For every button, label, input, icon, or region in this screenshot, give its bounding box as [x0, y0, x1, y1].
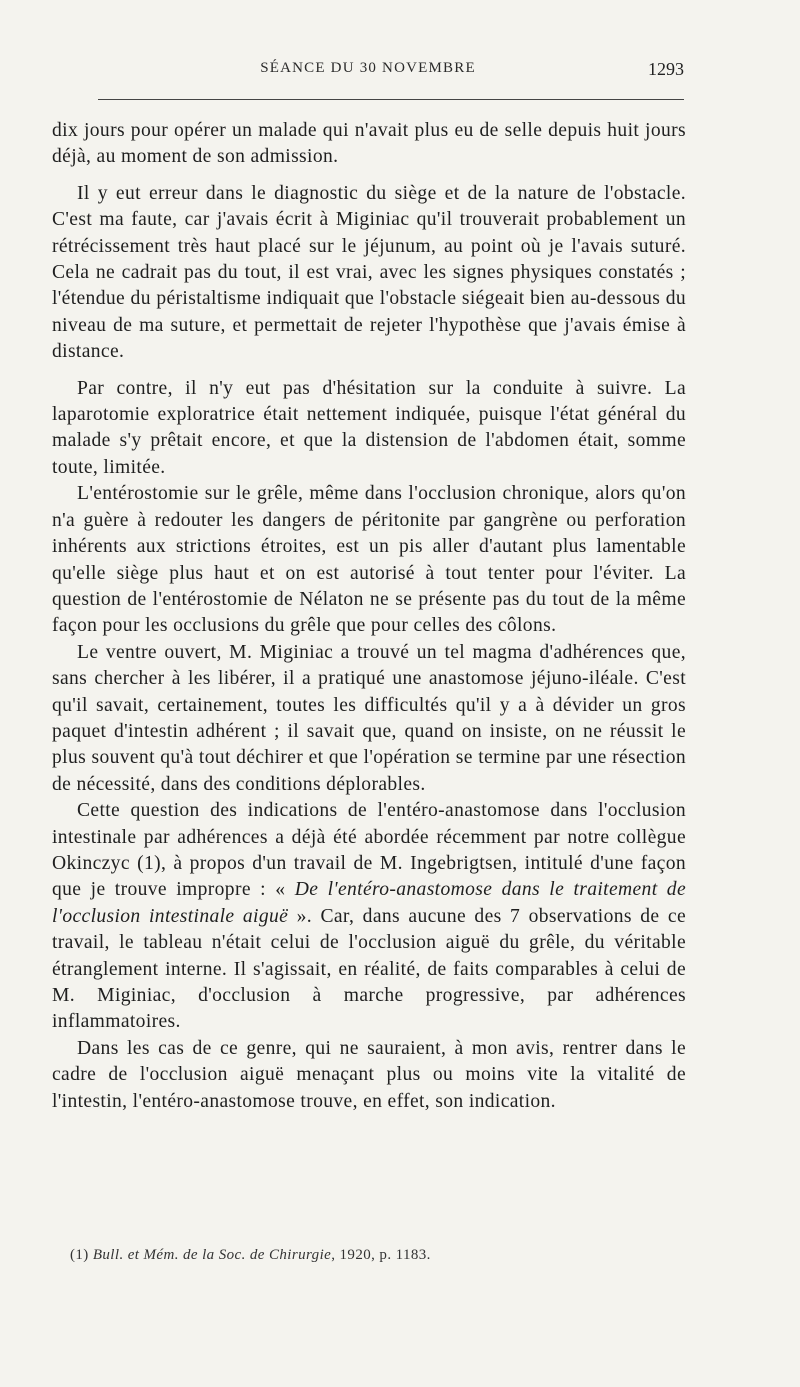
running-title: SÉANCE DU 30 NOVEMBRE — [260, 60, 476, 76]
header-rule — [98, 99, 684, 100]
paragraph-7: Dans les cas de ce genre, qui ne sauraient, à mon avis, rentrer dans le cadre de l'occlusion aiguë menaçant plus ou moins vite la vitalité de l'intestin, l'entéro-anastomose trouve, en effet, son indication. — [52, 1037, 686, 1112]
paragraph-6-continuation: ». Car, dans aucune des 7 observations de ce travail, le tableau n'était celui de l'occlusion aiguë du grêle, du véritable étranglement interne. Il s'agissait, en réalité, de faits comparables à celui de M. Miginiac, d'occlusion à marche progressive, par adhérences inflammatoires. — [52, 905, 686, 1033]
paragraph-3: Par contre, il n'y eut pas d'hésitation sur la conduite à suivre. La laparotomie exploratrice était nettement indiquée, puisque l'état général du malade s'y prêtait encore, et que la distension de l'abdomen était, somme toute, limitée. — [52, 377, 686, 478]
footnote — [70, 1247, 690, 1264]
body-text — [52, 118, 686, 1115]
quote-open: « — [275, 879, 295, 901]
cited-title: De l'entéro-anastomose dans le traitement de l'occlusion intestinale aiguë — [52, 879, 686, 927]
paragraph-6 — [52, 798, 686, 1036]
paragraph-1: dix jours pour opérer un malade qui n'avait plus eu de selle depuis huit jours déjà, au moment de son admission. — [52, 120, 686, 168]
running-head — [52, 60, 684, 84]
paragraph-2: Il y eut erreur dans le diagnostic du siège et de la nature de l'obstacle. C'est ma faute, car j'avais écrit à Miginiac qu'il trouverait probablement un rétrécissement très haut placé sur le jéjunum, au point où je l'avais suturé. Cela ne cadrait pas du tout, il est vrai, avec les signes physiques constatés ; l'étendue du péristaltisme indiquait que l'obstacle siégeait bien au-dessous du niveau de ma suture, et permettait de rejeter l'hypothèse que j'avais émise à distance. — [52, 182, 686, 363]
footnote-details: , 1920, p. 1183. — [331, 1247, 431, 1263]
footnote-source: Bull. et Mém. de la Soc. de Chirurgie — [92, 1247, 332, 1263]
page-number: 1293 — [648, 59, 684, 79]
paragraph-6-text: Cette question des indications de l'entéro-anastomose dans l'occlusion intestinale par adhérences a déjà été abordée récemment par notre collègue Okinczyc (1), à propos d'un travail de M. Ingebrigtsen, intitulé d'une façon que je trouve impropre : — [52, 800, 686, 901]
paragraph-4: L'entérostomie sur le grêle, même dans l'occlusion chronique, alors qu'on n'a guère à redouter les dangers de péritonite par gangrène ou perforation inhérents aux strictions étroites, est un pis aller d'autant plus lamentable qu'elle siège plus haut et on est autorisé à tout tenter pour l'éviter. La question de l'entérostomie de Nélaton ne se présente pas du tout de la même façon pour les occlusions du grêle que pour celles des côlons. — [52, 483, 686, 637]
paragraph-5: Le ventre ouvert, M. Miginiac a trouvé un tel magma d'adhérences que, sans chercher à les libérer, il a pratiqué une anastomose jéjuno-iléale. C'est qu'il savait, certainement, toutes les difficultés qu'il y a à dévider un gros paquet d'intestin adhérent ; il savait que, quand on insiste, on ne réussit le plus souvent qu'à tout déchirer et que l'opération se termine par une résection de nécessité, dans des conditions déplorables. — [52, 641, 686, 795]
footnote-marker: (1) — [70, 1247, 93, 1263]
